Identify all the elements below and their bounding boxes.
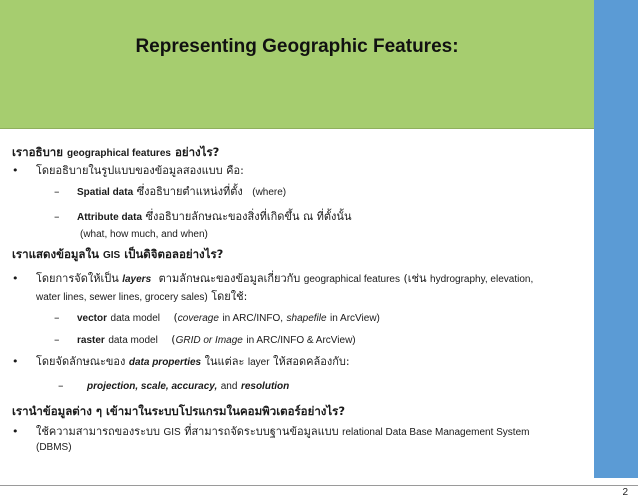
bullet-item-dbms: • ใช้ความสามารถของระบบ GIS ที่สามารถจัดระบบฐานข้อมูลแบบ relational Data Base Management System xyxy=(12,425,530,438)
sub-item-raster-model: – raster data model (GRID or Image in ARC/INFO & ArcView) xyxy=(54,333,356,346)
sub-item-attribute-data: – Attribute data ซึ่งอธิบายลักษณะของสิ่งที่เกิดขึ้น ณ ที่ตั้งนั้น xyxy=(54,210,352,223)
dash-icon: – xyxy=(54,333,60,346)
bullet-icon: • xyxy=(12,272,19,285)
dash-icon: – xyxy=(54,185,60,198)
bullet-item-two-data-types: • โดยอธิบายในรูปแบบของข้อมูลสองแบบ คือ: xyxy=(12,164,244,177)
dash-icon: – xyxy=(58,379,64,392)
bullet-icon: • xyxy=(12,164,19,177)
page-number: 2 xyxy=(622,487,628,498)
sub-item-vector-model: – vector data model (coverage in ARC/INFO, shapefile in ArcView) xyxy=(54,311,380,324)
footer-divider xyxy=(0,485,638,486)
question-geographic-features: เราอธิบาย geographical features อย่างไร? xyxy=(12,145,220,159)
bullet-item-layers: • โดยการจัดให้เป็น layers ตามลักษณะของข้อมูลเกี่ยวกับ geographical features (เช่น hydrography, elevation, xyxy=(12,272,534,285)
question-import-data: เรานำข้อมูลต่าง ๆ เข้ามาในระบบโปรแกรมในคอมพิวเตอร์อย่างไร? xyxy=(12,404,346,418)
slide-title: Representing Geographic Features: xyxy=(135,36,459,57)
bullet-item-data-properties: • โดยจัดลักษณะของ data properties ในแต่ละ layer ให้สอดคล้องกับ: xyxy=(12,355,350,368)
header-divider xyxy=(0,128,594,129)
slide-header-band xyxy=(0,0,594,128)
dash-icon: – xyxy=(54,311,60,324)
sub-item-spatial-data: – Spatial data ซึ่งอธิบายตำแหน่งที่ตั้ง (where) xyxy=(54,185,287,198)
dash-icon: – xyxy=(54,210,60,223)
bullet-item-dbms-continuation: (DBMS) xyxy=(36,442,72,453)
question-gis-digital: เราแสดงข้อมูลใน GIS เป็นดิจิตอลอย่างไร? xyxy=(12,247,224,261)
bullet-item-layers-continuation: water lines, sewer lines, grocery sales) โดยใช้: xyxy=(36,290,248,303)
sub-item-properties-list: – projection, scale, accuracy, and resolution xyxy=(58,379,290,392)
sub-item-attribute-data-continuation: (what, how much, and when) xyxy=(80,229,208,240)
bullet-icon: • xyxy=(12,355,19,368)
bullet-icon: • xyxy=(12,425,19,438)
side-accent-bar xyxy=(594,0,638,478)
